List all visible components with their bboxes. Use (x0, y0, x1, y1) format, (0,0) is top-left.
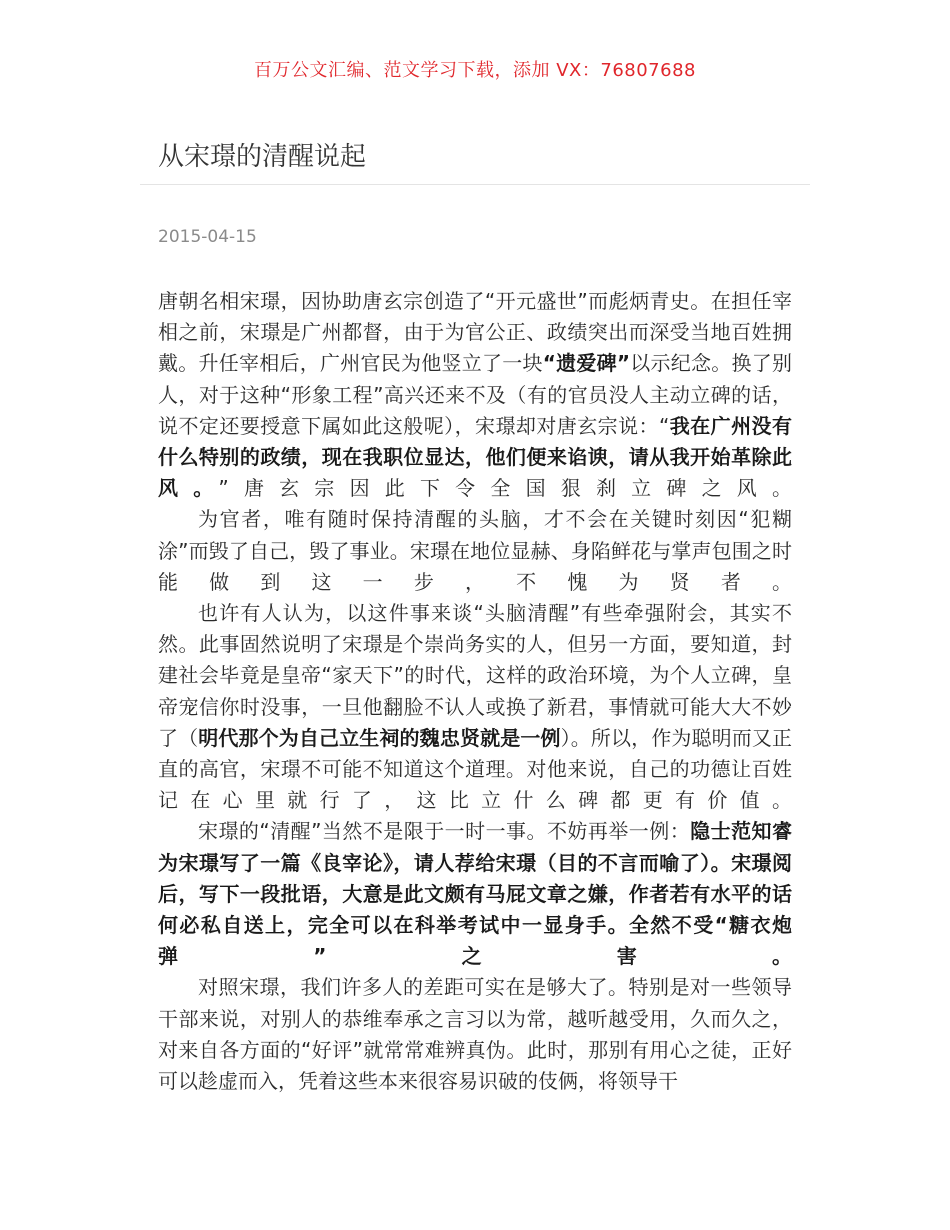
paragraph-1-text-c: ”唐玄宗因此下令全国狠刹立碑之风。 (218, 476, 792, 501)
paragraph-4 (158, 816, 792, 972)
paragraph-3-emphasis: 明代那个为自己立生祠的魏忠贤就是一例 (198, 725, 561, 750)
paragraph-1-emphasis-a: “遗爱碑” (542, 351, 631, 376)
paragraph-3-text-a: 也许有人认为，以这件事来谈“头脑清醒”有些牵强附会，其实不然。此事固然说明了宋璟是个崇尚务实的人，但另一方面，要知道，封建社会毕竟是皇帝“家天下”的时代，这样的政治环境，为个人立碑，皇帝宠信你时没事，一旦他翻脸不认人或换了新君，事情就可能大大不妙了（ (158, 601, 792, 750)
paragraph-4-emphasis: 隐士范知睿为宋璟写了一篇《良宰论》，请人荐给宋璟（目的不言而喻了）。宋璟阅后，写下一段批语，大意是此文颇有马屁文章之嫌，作者若有水平的话何必私自送上，完全可以在科举考试中一显身手。全然不受“糖衣炮弹”之害。 (158, 819, 793, 969)
article-title: 从宋璟的清醒说起 (158, 142, 367, 172)
paragraph-1-emphasis-b: 我在广州没有什么特别的政绩，现在我职位显达，他们便来谄谀，请从我开始革除此风。 (158, 413, 792, 501)
paragraph-1 (158, 286, 792, 504)
paragraph-3 (158, 598, 792, 816)
publish-date: 2015-04-15 (158, 227, 257, 247)
paragraph-3-text-b: ）。所以，作为聪明而又正直的高官，宋璟不可能不知道这个道理。对他来说，自己的功德让百姓记在心里就行了，这比立什么碑都更有价值。 (158, 725, 793, 813)
paragraph-1-text-b: 以示纪念。换了别人，对于这种“形象工程”高兴还来不及（有的官员没人主动立碑的话，说不定还要授意下属如此这般呢），宋璟却对唐玄宗说：“ (158, 351, 793, 438)
paragraph-4-text-a: 宋璟的“清醒”当然不是限于一时一事。不妨再举一例： (198, 819, 691, 844)
paragraph-5: 对照宋璟，我们许多人的差距可实在是够大了。特别是对一些领导干部来说，对别人的恭维奉承之言习以为常，越听越受用，久而久之，对来自各方面的“好评”就常常难辨真伪。此时，那别有用心之徒，正好可以趁虚而入，凭着这些本来很容易识破的伎俩，将领导干 (158, 975, 792, 1094)
paragraph-2: 为官者，唯有随时保持清醒的头脑，才不会在关键时刻因“犯糊涂”而毁了自己，毁了事业。宋璟在地位显赫、身陷鲜花与掌声包围之时能做到这一步，不愧为贤者。 (158, 507, 792, 594)
article-body (158, 286, 792, 1097)
promo-banner: 百万公文汇编、范文学习下载，添加 VX：76807688 (254, 60, 696, 81)
paragraph-1-text-a: 唐朝名相宋璟，因协助唐玄宗创造了“开元盛世”而彪炳青史。在担任宰相之前，宋璟是广州都督，由于为官公正、政绩突出而深受当地百姓拥戴。升任宰相后，广州官民为他竖立了一块 (158, 289, 792, 376)
title-divider (140, 184, 810, 185)
